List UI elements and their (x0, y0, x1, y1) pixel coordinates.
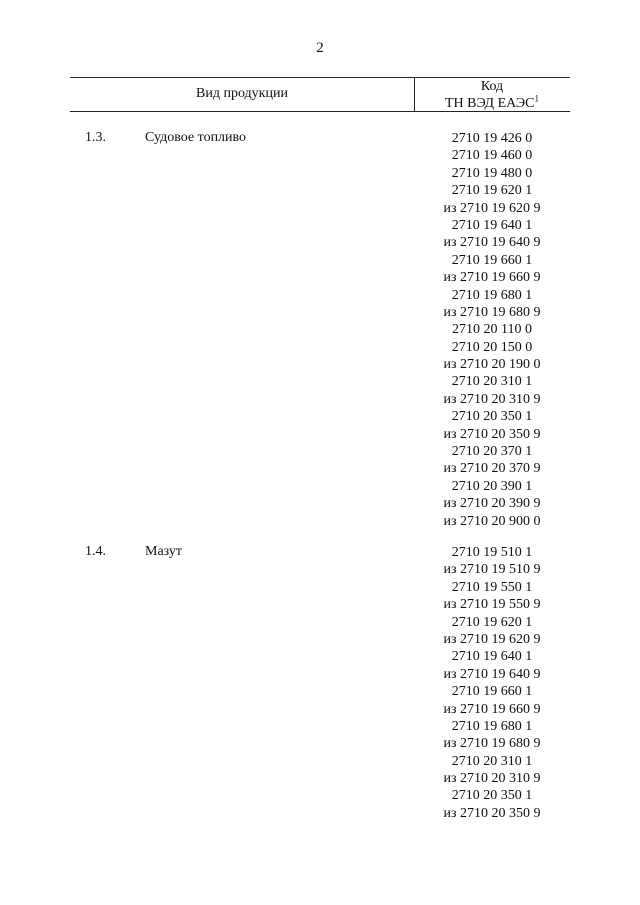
code-item: 2710 19 460 0 (451, 148, 533, 164)
code-column-header-line2 (414, 95, 570, 112)
footnote-marker: 1 (534, 93, 539, 104)
code-item: 2710 19 680 1 (451, 287, 533, 303)
code-item: из 2710 19 620 9 (443, 200, 541, 216)
code-item: из 2710 19 680 9 (443, 304, 541, 320)
code-item: из 2710 19 640 9 (443, 666, 541, 682)
code-item: 2710 19 660 1 (451, 684, 533, 700)
code-item: 2710 19 620 1 (451, 183, 533, 199)
code-item: 2710 20 310 1 (451, 753, 533, 769)
code-column-header-line1: Код (480, 79, 504, 94)
code-item: 2710 20 150 0 (451, 339, 533, 355)
code-column-header-text: ТН ВЭД ЕАЭС (444, 96, 535, 111)
code-item: из 2710 20 390 9 (443, 496, 541, 512)
code-item: из 2710 19 660 9 (443, 701, 541, 717)
code-item: 2710 20 110 0 (452, 322, 532, 338)
code-item: из 2710 19 550 9 (443, 597, 541, 613)
code-item: 2710 20 370 1 (451, 444, 533, 460)
code-item: из 2710 19 640 9 (443, 235, 541, 251)
code-item: 2710 19 660 1 (451, 252, 533, 268)
code-item: из 2710 20 190 0 (443, 357, 541, 373)
code-item: 2710 19 640 1 (451, 217, 533, 233)
code-item: из 2710 19 510 9 (443, 562, 541, 578)
product-column-header: Вид продукции (196, 86, 288, 101)
code-item: 2710 20 350 1 (451, 788, 533, 804)
code-column-header (414, 78, 570, 112)
section-number: 1.4. (85, 544, 106, 559)
code-item: из 2710 19 680 9 (443, 736, 541, 752)
code-item: из 2710 20 310 9 (443, 771, 541, 787)
code-item: из 2710 20 370 9 (443, 461, 541, 477)
code-item: из 2710 19 660 9 (443, 270, 541, 286)
section-number: 1.3. (85, 130, 106, 145)
code-item: 2710 19 510 1 (451, 545, 533, 560)
code-item: 2710 19 620 1 (451, 614, 533, 630)
section-name: Судовое топливо (145, 130, 247, 145)
code-item: из 2710 20 350 9 (443, 426, 541, 442)
code-item: 2710 20 390 1 (451, 478, 533, 494)
code-item: из 2710 20 350 9 (443, 805, 541, 821)
code-item: из 2710 19 620 9 (443, 631, 541, 647)
code-item: 2710 19 640 1 (451, 649, 533, 665)
code-item: 2710 19 480 0 (451, 165, 533, 181)
code-item: из 2710 20 310 9 (443, 391, 541, 407)
code-list (414, 544, 570, 822)
code-item: 2710 20 350 1 (451, 409, 533, 425)
code-item: 2710 19 426 0 (451, 131, 533, 146)
page-number: 2 (316, 40, 324, 56)
code-list (414, 130, 570, 530)
code-item: 2710 19 550 1 (451, 579, 533, 595)
code-item: 2710 20 310 1 (451, 374, 533, 390)
code-item: 2710 19 680 1 (451, 718, 533, 734)
code-item: из 2710 20 900 0 (443, 513, 541, 529)
section-name: Мазут (145, 544, 183, 559)
